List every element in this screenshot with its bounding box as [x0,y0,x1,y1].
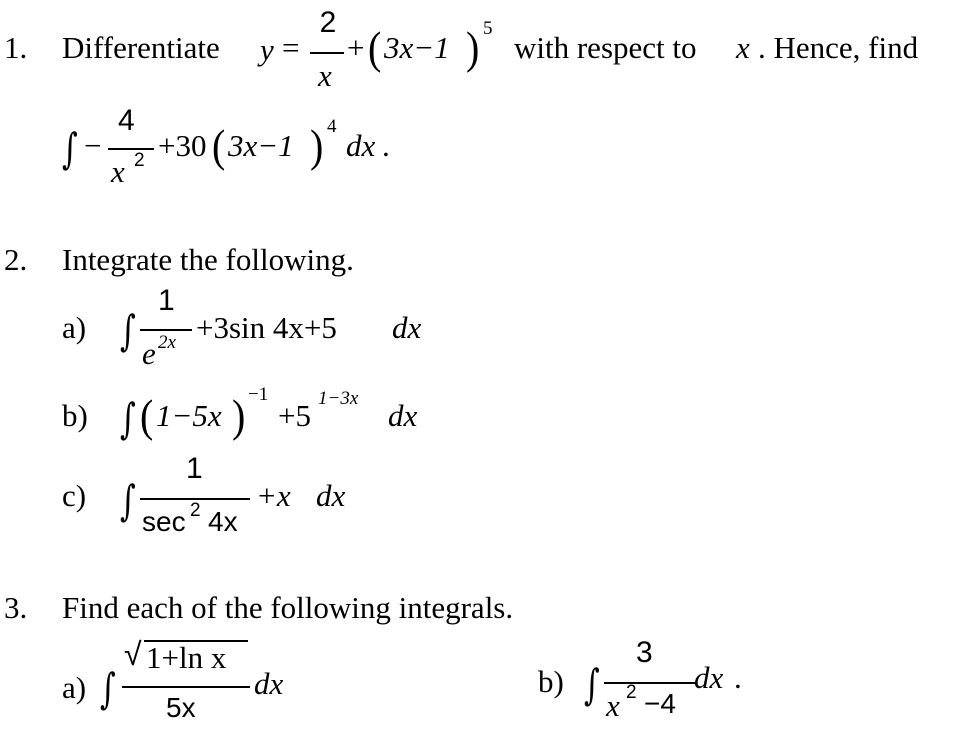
part-label: b) [62,398,88,433]
question-text: Differentiate [62,30,220,65]
fraction-numerator: 1+ln x [146,640,227,675]
exponent: 2 [626,682,637,703]
fraction-denominator: 5x [166,692,196,723]
fraction-numerator: 1 [186,452,203,485]
math-period: . [382,128,390,163]
fraction-denominator: x [606,688,620,723]
fraction-bar [604,682,696,684]
fraction-numerator: 2 [319,6,337,39]
math-var-x: x [736,30,750,65]
fraction-denominator: 4x [208,506,238,537]
exponent: 2 [134,150,145,171]
question-number: 2. [4,242,28,277]
integral-sign: ∫ [120,306,136,355]
math-expr: 3x−1 [384,30,450,65]
exponent: 5 [483,18,493,39]
part-label: b) [538,664,564,699]
integral-sign: ∫ [584,660,600,709]
fraction-numerator: 3 [636,636,653,669]
part-label: a) [62,670,87,705]
math-dx: dx [694,660,724,695]
math-expr: +30 [158,128,207,163]
fraction-denominator: sec [142,506,186,537]
paren-close: ) [466,21,480,74]
math-dx: dx [316,478,346,513]
math-dx: dx [392,310,422,345]
integral-sign: ∫ [62,124,78,173]
sqrt-sign: √ [124,636,142,672]
math-expr: 3x−1 [228,128,294,163]
math-dx: dx [388,398,418,433]
math-expr: +5 [278,398,311,433]
fraction-denominator: x [318,58,332,93]
fraction-bar [140,329,192,331]
fraction-denominator: e [142,336,156,371]
math-dx: dx [346,128,376,163]
integral-sign: ∫ [100,664,116,713]
fraction-bar [310,52,344,54]
fraction-numerator: 1 [158,284,175,317]
integral-sign: ∫ [120,476,136,525]
question-text: . Hence, find [758,30,919,65]
math-var-y: y [260,32,274,67]
math-period: . [734,660,742,695]
question-number: 1. [4,30,28,65]
fraction-denominator: −4 [644,688,676,719]
fraction-bar [122,686,250,688]
fraction-bar [108,148,154,150]
math-expr: +3sin 4x+5 [196,310,337,345]
paren-open: ( [212,119,226,172]
question-text: with respect to [514,30,697,65]
math-equals: = [282,30,300,65]
question-text: Find each of the following integrals. [62,590,514,625]
fraction-denominator: x [111,154,125,189]
integral-sign: ∫ [120,394,136,443]
paren-open: ( [368,21,382,74]
exponent: 2x [158,332,176,353]
fraction-2-over-x [310,6,346,40]
paren-open: ( [140,389,154,442]
exponent: 1−3x [318,388,359,409]
paren-close: ) [310,119,324,172]
exponent: −1 [248,384,269,405]
exponent: 2 [190,500,201,521]
math-dx: dx [254,666,284,701]
part-label: c) [62,478,87,513]
paren-close: ) [232,389,246,442]
math-expr: +x [256,478,291,513]
question-number: 3. [4,590,28,625]
math-minus: − [84,128,102,163]
question-text: Integrate the following. [62,242,354,277]
math-plus: + [347,30,365,65]
math-expr: 1−5x [156,398,222,433]
fraction-numerator: 4 [118,104,135,137]
exponent: 4 [327,116,337,137]
part-label: a) [62,310,87,345]
